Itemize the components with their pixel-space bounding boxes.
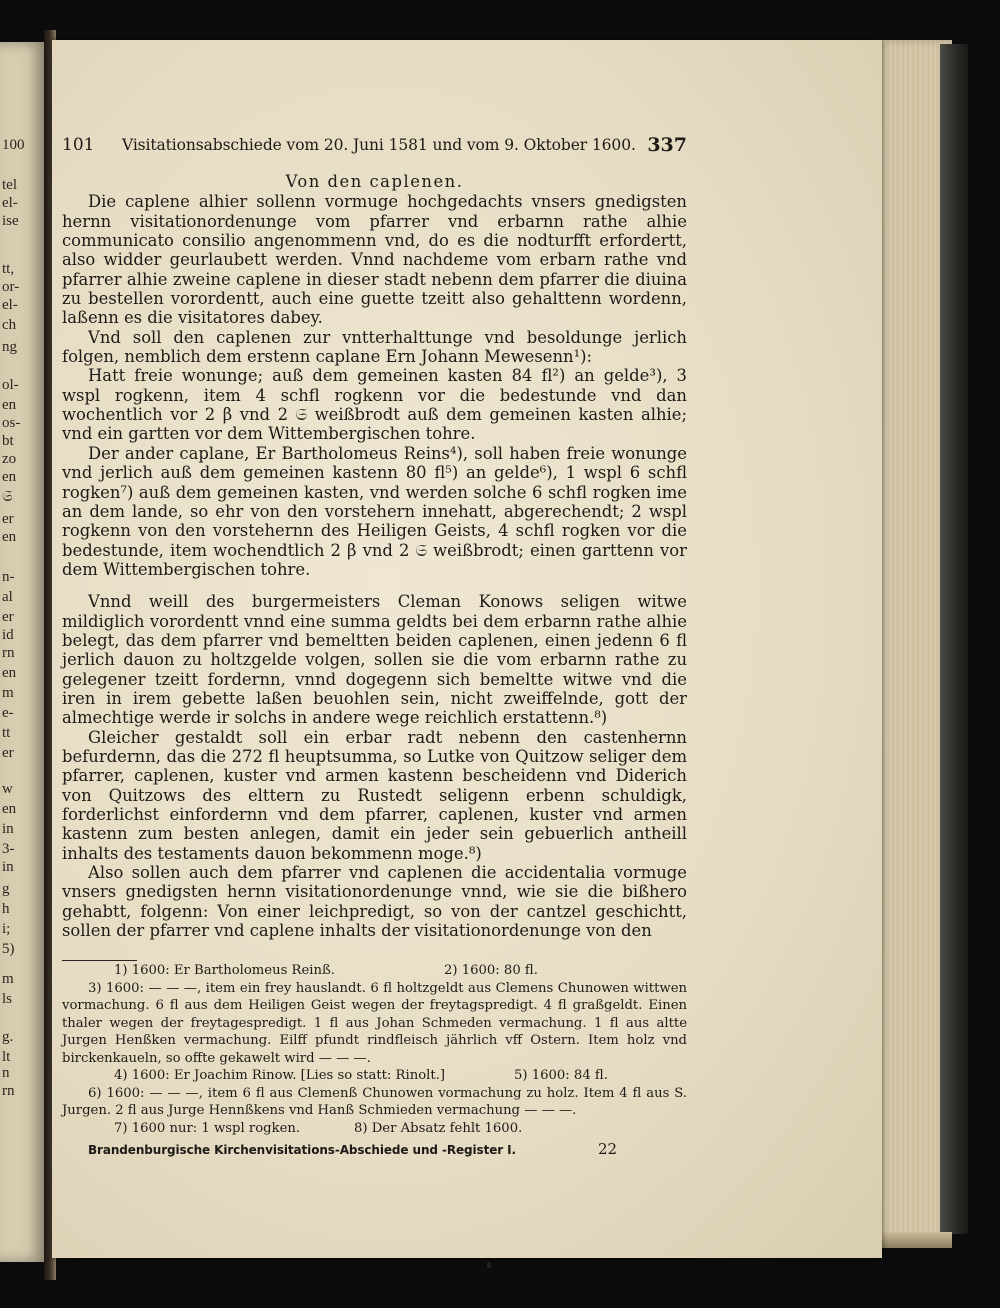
facing-page-fragment: en bbox=[2, 665, 17, 681]
facing-page-fragment: lt bbox=[2, 1049, 11, 1065]
facing-page-fragment: tt, bbox=[2, 261, 15, 277]
page-number-left: 101 bbox=[62, 135, 95, 155]
footnote-line bbox=[62, 962, 687, 980]
facing-page-fragment: ch bbox=[2, 317, 17, 333]
facing-page-fragment: h bbox=[2, 901, 10, 917]
dust-speck bbox=[487, 1262, 491, 1268]
footnote-8: 8) Der Absatz fehlt 1600. bbox=[354, 1120, 523, 1136]
facing-page-fragment: zo bbox=[2, 451, 17, 467]
signature-mark: 22 bbox=[598, 1140, 618, 1158]
facing-page-fragment: m bbox=[2, 971, 14, 987]
facing-page-edge bbox=[0, 42, 46, 1262]
facing-page-fragment: en bbox=[2, 801, 17, 817]
facing-page-fragment: rn bbox=[2, 1083, 15, 1099]
facing-page-fragment: tt bbox=[2, 725, 11, 741]
paragraph: Die caplene alhier sollenn vormuge hochgedachts vnsers gnedigsten hernn visitationordenunge vom pfarrer vnd erbarnn rathe alhie communicato consilio angenommenn vnd, do es die nodturfft erfordertt, also widder geurlaubett werden. Vnnd nachdeme vom erbarn rathe vnd pfarrer alhie zweine caplene in dieser stadt nebenn dem pfarrer die diuina zu bestellen vorordentt, auch eine guette tzeitt also gehalttenn wordenn, laßenn es die visitatores dabey. bbox=[62, 192, 687, 328]
paragraph: Vnnd weill des burgermeisters Cleman Konows seligen witwe mildiglich vorordentt vnnd eine summa geldts bei dem erbarnn rathe alhie belegt, das dem pfarrer vnd bemeltten beiden caplenen, einen jedenn 6 fl jerlich dauon zu holtzgelde volgen, sollen sie die vom erbarnn rathe zu gelegener tzeitt fordernn, vnnd dogegenn sich bemeltte witwe vnd die iren in irem gebette laßen beuohlen sein, nicht zweiffelnde, gott der almechtige werde ir solchs in andere wege reichlich erstattenn.⁸) bbox=[62, 592, 687, 728]
facing-page-fragment: el- bbox=[2, 297, 18, 313]
facing-page-fragment: in bbox=[2, 821, 14, 837]
facing-page-fragment: m bbox=[2, 685, 14, 701]
footnote-3: 3) 1600: — — —, item ein frey hauslandt. 6 fl holtzgeldt aus Clemens Chunowen wittwen vormachung. 6 fl aus dem Heiligen Geist wegen der freytagspredigt. 4 fl graßgeldt. Einen thaler wegen der freytagespredigt. 1 fl aus Johan Schmeden vermachung. 1 fl aus altte Jurgen Henßken vermachung. Eilff pfundt rindfleisch jährlich vff Ostern. Item holz vnd birckenkaueln, so offte gekawelt wird — — —. bbox=[62, 980, 687, 1066]
footnote-1: 1) 1600: Er Bartholomeus Reinß. bbox=[114, 963, 336, 978]
facing-page-fragment: en bbox=[2, 529, 17, 545]
facing-page-fragment: rn bbox=[2, 645, 15, 661]
facing-page-fragment: al bbox=[2, 589, 13, 605]
running-header bbox=[62, 135, 687, 157]
facing-page-fragment: id bbox=[2, 627, 14, 643]
facing-page-fragment: er bbox=[2, 745, 14, 761]
series-footer: Brandenburgische Kirchenvisitations-Abschiede und -Register I. bbox=[88, 1143, 516, 1157]
facing-page-fragment: el- bbox=[2, 195, 18, 211]
running-title: Visitationsabschiede vom 20. Juni 1581 und vom 9. Oktober 1600. bbox=[122, 136, 636, 154]
facing-page-fragment: er bbox=[2, 511, 14, 527]
paragraph: Also sollen auch dem pfarrer vnd caplenen die accidentalia vormuge vnsers gnedigsten hernn visitationordenunge vnnd, wie sie die bißhero gehabtt, folgenn: Von einer leichpredigt, so von der cantzel geschichtt, sollen der pfarrer vnd caplene inhalts der visitationordenunge von den bbox=[62, 863, 687, 941]
footnote-line bbox=[62, 1120, 687, 1138]
facing-page-fragment: 5) bbox=[2, 941, 15, 957]
facing-page-fragment: g. bbox=[2, 1029, 14, 1045]
facing-page-fragment: en bbox=[2, 469, 17, 485]
footnote-4: 4) 1600: Er Joachim Rinow. [Lies so statt: Rinolt.] bbox=[114, 1068, 445, 1083]
facing-page-fragment: w bbox=[2, 781, 13, 797]
paragraph: Hatt freie wonunge; auß dem gemeinen kasten 84 fl²) an gelde³), 3 wspl rogkenn, item 4 schfl rogkenn vor die bedestunde vnd dan wochentlich vor 2 β vnd 2 𝔖 weißbrodt auß dem gemeinen kasten alhie; vnd ein gartten vor dem Wittembergischen tohre. bbox=[62, 366, 687, 444]
facing-page-fragment: 𝔖 bbox=[2, 489, 13, 505]
facing-page-fragment: n bbox=[2, 1065, 10, 1081]
facing-page-fragment: 3- bbox=[2, 841, 15, 857]
footnote-5: 5) 1600: 84 fl. bbox=[514, 1068, 608, 1083]
facing-page-fragment: ls bbox=[2, 991, 13, 1007]
facing-page-fragment: e- bbox=[2, 705, 14, 721]
paragraph: Der ander caplane, Er Bartholomeus Reins⁴), soll haben freie wonunge vnd jerlich auß dem gemeinen kastenn 80 fl⁵) an gelde⁶), 1 wspl 6 schfl rogken⁷) auß dem gemeinen kasten, vnd werden solche 6 schfl rogken ime an dem lande, so ehr von den vorstehern innehatt, abgerechendt; 2 wspl rogkenn von den vorstehernn des Heiligen Geists, 4 schfl rogken vor die bedestunde, item wochendtlich 2 β vnd 2 𝔖 weißbrodt; einen garttenn vor dem Wittembergischen tohre. bbox=[62, 443, 687, 579]
section-title: Von den caplenen. bbox=[285, 172, 464, 191]
facing-page-fragment: ise bbox=[2, 213, 19, 229]
facing-page-fragment: 100 bbox=[2, 137, 25, 153]
facing-page-fragment: n- bbox=[2, 569, 15, 585]
paragraph: Gleicher gestaldt soll ein erbar radt nebenn den castenhernn befurdernn, das die 272 fl heuptsumma, so Lutke von Quitzow seliger dem pfarrer, caplenen, kuster vnd armen kastenn bescheidenn vnd Diderich von Quitzows des elttern zu Rustedt seligenn erbenn schuldigk, forderlichst einfordernn vnd dem pfarrer, caplenen, kuster vnd armen kastenn zum besten anlegen, damit ein jeder sein gebuerlich antheill inhalts des testaments dauon bekommenn moge.⁸) bbox=[62, 727, 687, 863]
facing-page-fragment: or- bbox=[2, 279, 20, 295]
paragraph: Vnd soll den caplenen zur vntterhalttunge vnd besoldunge jerlich folgen, nemblich dem erstenn caplane Ern Johann Mewesenn¹): bbox=[62, 327, 687, 367]
footnotes bbox=[62, 962, 687, 1137]
facing-page-fragment: i; bbox=[2, 921, 11, 937]
main-text bbox=[62, 172, 687, 940]
footnote-2: 2) 1600: 80 fl. bbox=[444, 963, 538, 978]
footnote-6: 6) 1600: — — —, item 6 fl aus Clemenß Chunowen vormachung zu holz. Item 4 fl aus S. Jurgen. 2 fl aus Jurge Hennßkens vnd Hanß Schmieden vermachung — — —. bbox=[62, 1085, 687, 1118]
footnote-rule bbox=[62, 960, 137, 961]
facing-page-fragment: ol- bbox=[2, 377, 19, 393]
footnote-7: 7) 1600 nur: 1 wspl rogken. bbox=[114, 1120, 301, 1136]
facing-page-fragment: er bbox=[2, 609, 14, 625]
facing-page-fragment: in bbox=[2, 859, 14, 875]
facing-page-fragment: bt bbox=[2, 433, 14, 449]
book-spine bbox=[940, 44, 968, 1234]
page-number-right: 337 bbox=[647, 134, 687, 156]
facing-page-fragment: g bbox=[2, 881, 10, 897]
footnote-line bbox=[62, 1067, 687, 1085]
facing-page-fragment: ng bbox=[2, 339, 17, 355]
facing-page-fragment: en bbox=[2, 397, 17, 413]
facing-page-fragment: os- bbox=[2, 415, 21, 431]
facing-page-fragment: tel bbox=[2, 177, 17, 193]
